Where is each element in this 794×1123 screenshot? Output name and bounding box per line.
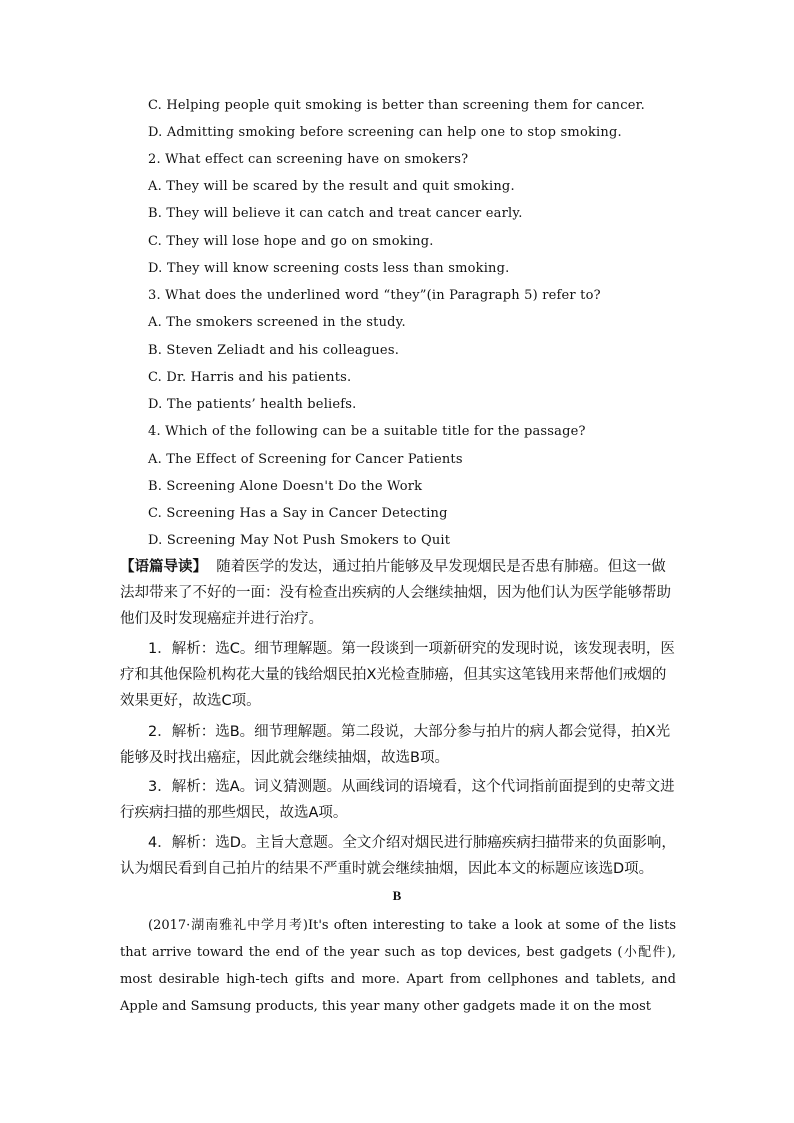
option-2c: C. They will lose hope and go on smoking. [148, 234, 434, 249]
option-3c: C. Dr. Harris and his patients. [148, 370, 352, 385]
option-1d: D. Admitting smoking before screening can help one to stop smoking. [148, 125, 622, 140]
analysis-2: 2．解析：选B。细节理解题。第二段说，大部分参与拍片的病人都会觉得，拍X光能够及时找出癌症，因此就会继续抽烟，故选B项。 [120, 724, 671, 766]
analysis-4: 4．解析：选D。主旨大意题。全文介绍对烟民进行肺癌疾病扫描带来的负面影响，认为烟民看到自己拍片的结果不严重时就会继续抽烟，因此本文的标题应该选D项。 [120, 835, 676, 877]
option-3b: B. Steven Zeliadt and his colleagues. [148, 343, 400, 358]
question-2: 2. What effect can screening have on smokers? [148, 152, 469, 167]
option-4a: A. The Effect of Screening for Cancer Patients [148, 452, 463, 467]
option-2b: B. They will believe it can catch and treat cancer early. [148, 206, 523, 221]
option-1c: C. Helping people quit smoking is better than screening them for cancer. [148, 98, 645, 113]
option-4c: C. Screening Has a Say in Cancer Detecting [148, 506, 448, 521]
option-2a: A. They will be scared by the result and quit smoking. [148, 179, 515, 194]
section-heading-b: B [392, 888, 402, 903]
question-4: 4. Which of the following can be a suitable title for the passage? [148, 424, 586, 439]
passage-guide [120, 554, 676, 632]
option-4b: B. Screening Alone Doesn't Do the Work [148, 479, 423, 494]
guide-text: 随着医学的发达，通过拍片能够及早发现烟民是否患有肺癌。但这一做法却带来了不好的一面：没有检查出疾病的人会继续抽烟，因为他们认为医学能够帮助他们及时发现癌症并进行治疗。 [120, 559, 671, 627]
guide-label: 【语篇导读】 [120, 559, 207, 575]
question-3: 3. What does the underlined word “they”(in Paragraph 5) refer to? [148, 288, 601, 303]
analysis-3: 3．解析：选A。词义猜测题。从画线词的语境看，这个代词指前面提到的史蒂文进行疾病扫描的那些烟民，故选A项。 [120, 779, 675, 821]
passage-b-text: (2017·湖南雅礼中学月考)It's often interesting to take a look at some of the lists that arrive toward the end of the year such as top devices, best gadgets (小配件), most desirable high-tech gifts and more. Apart from cellphones and tablets, and Apple and Samsung products, this year many other gadgets made it on the most [120, 918, 676, 1014]
option-2d: D. They will know screening costs less than smoking. [148, 261, 510, 276]
option-3d: D. The patients’ health beliefs. [148, 397, 357, 412]
option-4d: D. Screening May Not Push Smokers to Quit [148, 533, 451, 548]
analysis-1: 1．解析：选C。细节理解题。第一段谈到一项新研究的发现时说，该发现表明，医疗和其他保险机构花大量的钱给烟民拍X光检查肺癌，但其实这笔钱用来帮他们戒烟的效果更好，故选C项。 [120, 641, 675, 709]
option-3a: A. The smokers screened in the study. [148, 315, 406, 330]
